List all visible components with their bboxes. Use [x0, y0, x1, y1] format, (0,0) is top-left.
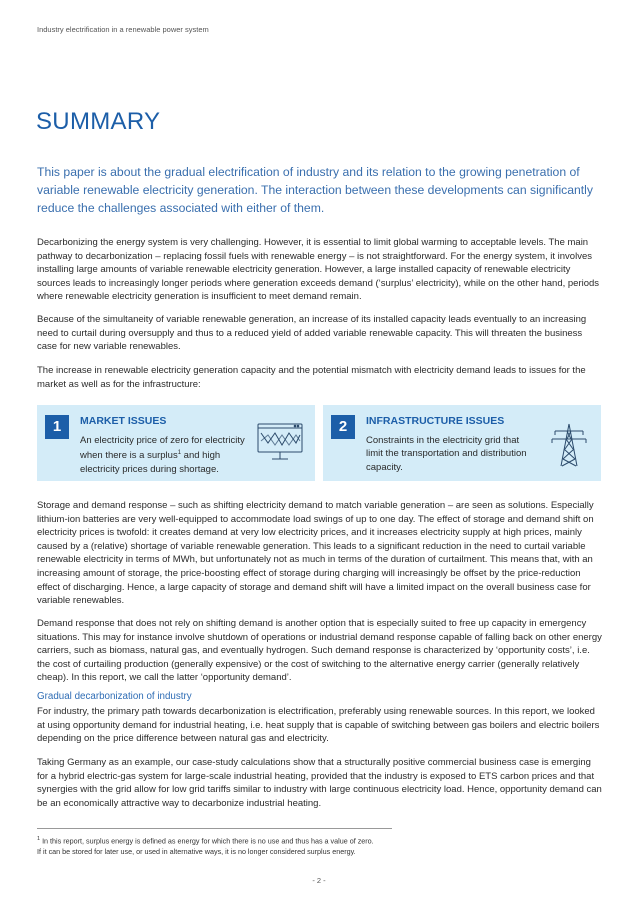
footnote-line-2: If it can be stored for later use, or used in alternative ways, it is no longer considered surplus energy. [37, 847, 356, 857]
market-issues-box [37, 405, 315, 481]
page-number: - 2 - [312, 876, 326, 885]
power-pylon-icon [549, 423, 589, 472]
issue-title: MARKET ISSUES [80, 415, 167, 427]
infrastructure-issues-box [323, 405, 601, 481]
monitor-chart-icon [257, 423, 303, 470]
body-paragraph-3: The increase in renewable electricity generation capacity and the potential mismatch with electricity demand leads to issues for the market as well as for the infrastructure: [37, 365, 586, 390]
issue-number-badge: 2 [331, 415, 355, 439]
issue-title: INFRASTRUCTURE ISSUES [366, 415, 505, 427]
body-paragraph-7: Taking Germany as an example, our case-study calculations show that a structurally positive commercial business case is emerging for a hybrid electric-gas system for large-scale industrial heating, provided that the industry is exposed to ETS carbon prices and that synergies with the grid allow for low grid tariffs similar to industry with large continuous electricity load. Hence, opportunity demand can be an economically attractive way to decarbonize industrial heating. [37, 757, 602, 809]
issue-text: Constraints in the electricity grid that limit the transportation and distribution capacity. [366, 435, 527, 473]
body-paragraph-6: For industry, the primary path towards decarbonization is electrification, preferably using renewable sources. In this report, we looked at using opportunity demand for industrial heating, i.e. heat supply that is capable of switching between gas boilers and electric boilers depending on the price difference between natural gas and electricity. [37, 706, 600, 745]
issue-number-badge: 1 [45, 415, 69, 439]
page-title: SUMMARY [36, 108, 161, 135]
footnote-ref: 1 [177, 450, 182, 457]
body-paragraph-5: Demand response that does not rely on shifting demand is another option that is especially suited to free up capacity in emergency situations. This may for instance involve shutdown of operations or industrial demand response capable of falling back on other energy carriers, such as biomass, natural gas, and eventually hydrogen. Such demand response is characterized by ‘opportunity costs’, i.e. the cost of curtailing production (generally expensive) or the cost of switching to the alternative energy carrier (generally relatively cheap). In this report, we call the latter ‘opportunity demand’. [37, 618, 602, 684]
footnote-divider [37, 828, 392, 829]
footnote-line-1: In this report, surplus energy is defined as energy for which there is no use and thus has a value of zero. [42, 836, 374, 846]
body-paragraph-4: Storage and demand response – such as shifting electricity demand to match variable generation – are seen as solutions. Especially lithium-ion batteries are very well-equipped to accommodate load swings of up to one day. The effect of storage and demand shift on electricity prices is twofold: it creates demand at very low electricity prices, and it increases electricity supply at high prices, mainly caused by a (relative) shortage of variable renewable generation. This leads to a significant reduction in the need to curtail variable renewable electricity in terms of MWh, but unfortunately not as much in terms of the duration of curtailment. This means that, with an increasing amount of storage, the price-boosting effect of storage during charging will increasingly be offset by the price-reduction effect of discharging. Hence, a large capacity of storage and demand shift will have a limited impact on the overall business case for variable renewables. [37, 500, 594, 607]
body-paragraph-2: Because of the simultaneity of variable renewable generation, an increase of its installed capacity leads eventually to an increasing need to curtail during oversupply and thus to a reduced yield of added variable renewable capacity. This will threaten the business case for new variable renewables. [37, 314, 587, 353]
footnote [37, 834, 597, 857]
footnote-marker: 1 [37, 836, 41, 842]
section-subheading: Gradual decarbonization of industry [37, 691, 192, 702]
lead-paragraph: This paper is about the gradual electrification of industry and its relation to the growing penetration of variable renewable electricity generation. The interaction between these developments can significantly reduce the challenges associated with either of them. [37, 165, 593, 215]
body-paragraph-1: Decarbonizing the energy system is very challenging. However, it is essential to limit global warming to acceptable levels. The main pathway to decarbonization – replacing fossil fuels with renewable energy – is not straightforward. For the energy system, it involves installing large amounts of variable renewable electricity generation. However, a large installed capacity of renewable electricity sources leads to increasingly longer periods where generation exceeds demand (‘surplus’ electricity), while on the other hand, periods where renewable electricity generation is insufficient to meet demand remain. [37, 237, 600, 303]
issue-text: An electricity price of zero for electricity when there is a surplus$^1$ and high electricity prices during shortage. [80, 435, 245, 475]
running-header: Industry electrification in a renewable power system [37, 25, 209, 34]
